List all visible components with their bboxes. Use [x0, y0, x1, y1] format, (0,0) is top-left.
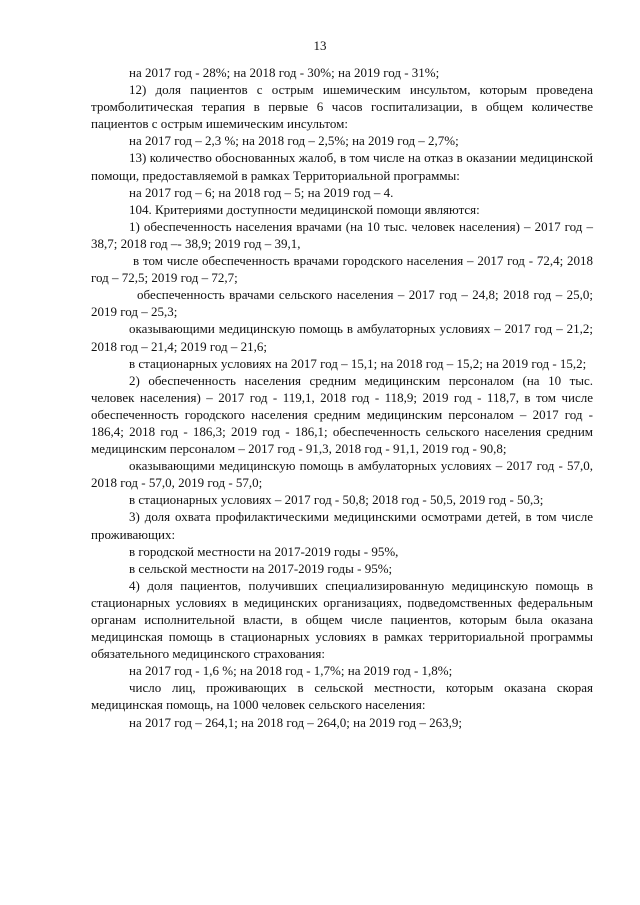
page-number: 13 — [313, 38, 327, 53]
paragraph: 13) количество обоснованных жалоб, в том числе на отказ в оказании медицинской помощи, предоставляемой в рамках Территориальной программы: — [91, 150, 593, 183]
paragraph: на 2017 год - 1,6 %; на 2018 год - 1,7%; на 2019 год - 1,8%; — [129, 663, 453, 679]
page-body — [91, 64, 593, 731]
paragraph: 2) обеспеченность населения средним медицинским персоналом (на 10 тыс. человек населения) – 2017 год - 119,1, 2018 год - 118,9; 2019 год - 118,7, в том числе обеспеченность городского населения средним медицинским персоналом – 2017 год - 186,4; 2018 год - 186,3; 2019 год - 186,1; обеспеченность сельского населения средним медицинским персоналом – 2017 год - 91,3, 2018 год - 91,1, 2019 год - 90,8; — [91, 372, 593, 457]
paragraph: на 2017 год – 6; на 2018 год – 5; на 2019 год – 4. — [129, 184, 394, 200]
paragraph: обеспеченность врачами сельского населения – 2017 год – 24,8; 2018 год – 25,0; 2019 год – 25,3; — [91, 287, 593, 320]
paragraph: оказывающими медицинскую помощь в амбулаторных условиях – 2017 год – 21,2; 2018 год – 21,4; 2019 год – 21,6; — [91, 321, 593, 354]
paragraph: 3) доля охвата профилактическими медицинскими осмотрами детей, в том числе проживающих: — [91, 509, 593, 542]
paragraph: 104. Критериями доступности медицинской помощи являются: — [129, 201, 480, 217]
paragraph: 12) доля пациентов с острым ишемическим инсультом, которым проведена тромболитическая терапия в первые 6 часов госпитализации, в общем количестве пациентов с острым ишемическим инсультом: — [91, 82, 593, 132]
paragraph: 1) обеспеченность населения врачами (на 10 тыс. человек населения) – 2017 год – 38,7; 2018 год –- 38,9; 2019 год – 39,1, — [91, 218, 593, 251]
paragraph: в стационарных условиях на 2017 год – 15,1; на 2018 год – 15,2; на 2019 год - 15,2; — [129, 355, 587, 371]
paragraph: в городской местности на 2017-2019 годы - 95%, — [129, 543, 399, 559]
paragraph: 4) доля пациентов, получивших специализированную медицинскую помощь в стационарных условиях в медицинских организациях, подведомственных федеральным органам исполнительной власти, в общем числе пациентов, которым была оказана медицинская помощь в стационарных условиях в рамках территориальной программы обязательного медицинского страхования: — [91, 577, 593, 662]
paragraph: на 2017 год - 28%; на 2018 год - 30%; на 2019 год - 31%; — [129, 65, 440, 80]
paragraph: в сельской местности на 2017-2019 годы - 95%; — [129, 560, 393, 576]
paragraph: число лиц, проживающих в сельской местности, которым оказана скорая медицинская помощь, на 1000 человек сельского населения: — [91, 680, 593, 713]
paragraph: на 2017 год – 264,1; на 2018 год – 264,0; на 2019 год – 263,9; — [129, 714, 463, 730]
paragraph: в том числе обеспеченность врачами городского населения – 2017 год - 72,4; 2018 год – 72,5; 2019 год – 72,7; — [91, 253, 593, 286]
paragraph: на 2017 год – 2,3 %; на 2018 год – 2,5%; на 2019 год – 2,7%; — [129, 133, 459, 149]
paragraph: оказывающими медицинскую помощь в амбулаторных условиях – 2017 год - 57,0, 2018 год - 57,0, 2019 год - 57,0; — [91, 458, 593, 491]
paragraph: в стационарных условиях – 2017 год - 50,8; 2018 год - 50,5, 2019 год - 50,3; — [129, 492, 544, 508]
